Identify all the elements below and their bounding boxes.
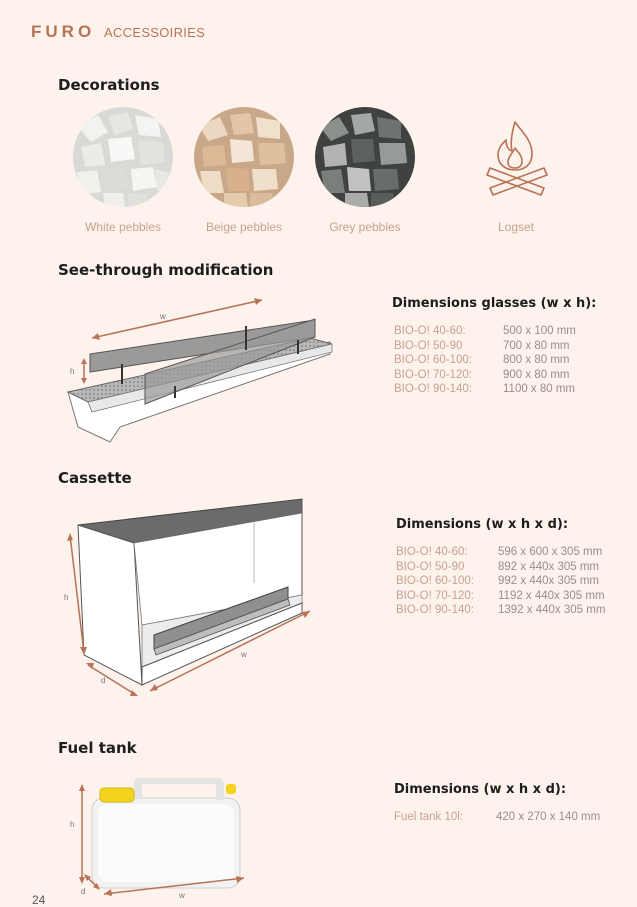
white-pebbles-label: White pebbles bbox=[84, 220, 162, 234]
cassette-h-label: h bbox=[64, 593, 69, 602]
grey-pebbles-label: Grey pebbles bbox=[329, 220, 401, 234]
logset-icon bbox=[482, 118, 552, 200]
dim-row: BIO-O! 90-140: 1100 x 80 mm bbox=[394, 383, 576, 395]
cassette-diagram bbox=[62, 495, 320, 700]
header-section: ACCESSOIRIES bbox=[104, 25, 206, 40]
see-through-dim-title: Dimensions glasses (w x h): bbox=[392, 296, 597, 311]
fuel-tank-d-label: d bbox=[81, 887, 86, 896]
cassette-w-label: w bbox=[241, 650, 247, 659]
white-pebbles-image bbox=[73, 107, 173, 207]
dim-row: BIO-O! 90-140: 1392 x 440x 305 mm bbox=[396, 604, 606, 616]
fuel-tank-image bbox=[68, 778, 248, 900]
logset-label: Logset bbox=[497, 220, 535, 234]
see-through-title: See-through modification bbox=[58, 261, 274, 279]
fuel-tank-h-label: h bbox=[70, 820, 75, 829]
brand-logo: FURO bbox=[31, 22, 96, 41]
dim-row: BIO-O! 50-90 892 x 440x 305 mm bbox=[396, 560, 600, 573]
beige-pebbles-label: Beige pebbles bbox=[205, 220, 283, 234]
page-number: 24 bbox=[32, 893, 46, 907]
decorations-title: Decorations bbox=[58, 76, 160, 94]
dim-row: BIO-O! 70-120: 900 x 80 mm bbox=[394, 368, 570, 381]
dim-row: BIO-O! 60-100: 800 x 80 mm bbox=[394, 354, 570, 366]
dim-row: BIO-O! 50-90 700 x 80 mm bbox=[394, 339, 570, 352]
cassette-dim-table bbox=[396, 546, 605, 619]
cassette-title: Cassette bbox=[58, 469, 132, 487]
cassette-d-label: d bbox=[101, 676, 106, 685]
dim-row: BIO-O! 70-120: 1192 x 440x 305 mm bbox=[396, 589, 605, 602]
grey-pebbles-image bbox=[315, 107, 415, 207]
dim-row: BIO-O! 60-100: 992 x 440x 305 mm bbox=[396, 575, 600, 587]
see-through-w-label: w bbox=[160, 312, 166, 321]
fuel-tank-dim-table bbox=[394, 811, 600, 826]
dim-row: BIO-O! 40-60: 596 x 600 x 305 mm bbox=[396, 546, 603, 558]
beige-pebbles-image bbox=[194, 107, 294, 207]
see-through-h-label: h bbox=[70, 367, 75, 376]
fuel-tank-dim-title: Dimensions (w x h x d): bbox=[394, 782, 567, 797]
see-through-diagram bbox=[60, 292, 340, 452]
dim-row: Fuel tank 10l: 420 x 270 x 140 mm bbox=[394, 811, 601, 823]
see-through-dim-table bbox=[394, 325, 576, 398]
cassette-dim-title: Dimensions (w x h x d): bbox=[396, 517, 569, 532]
dim-row: BIO-O! 40-60: 500 x 100 mm bbox=[394, 325, 576, 337]
fuel-tank-w-label: w bbox=[179, 891, 185, 900]
fuel-tank-title: Fuel tank bbox=[58, 739, 137, 757]
